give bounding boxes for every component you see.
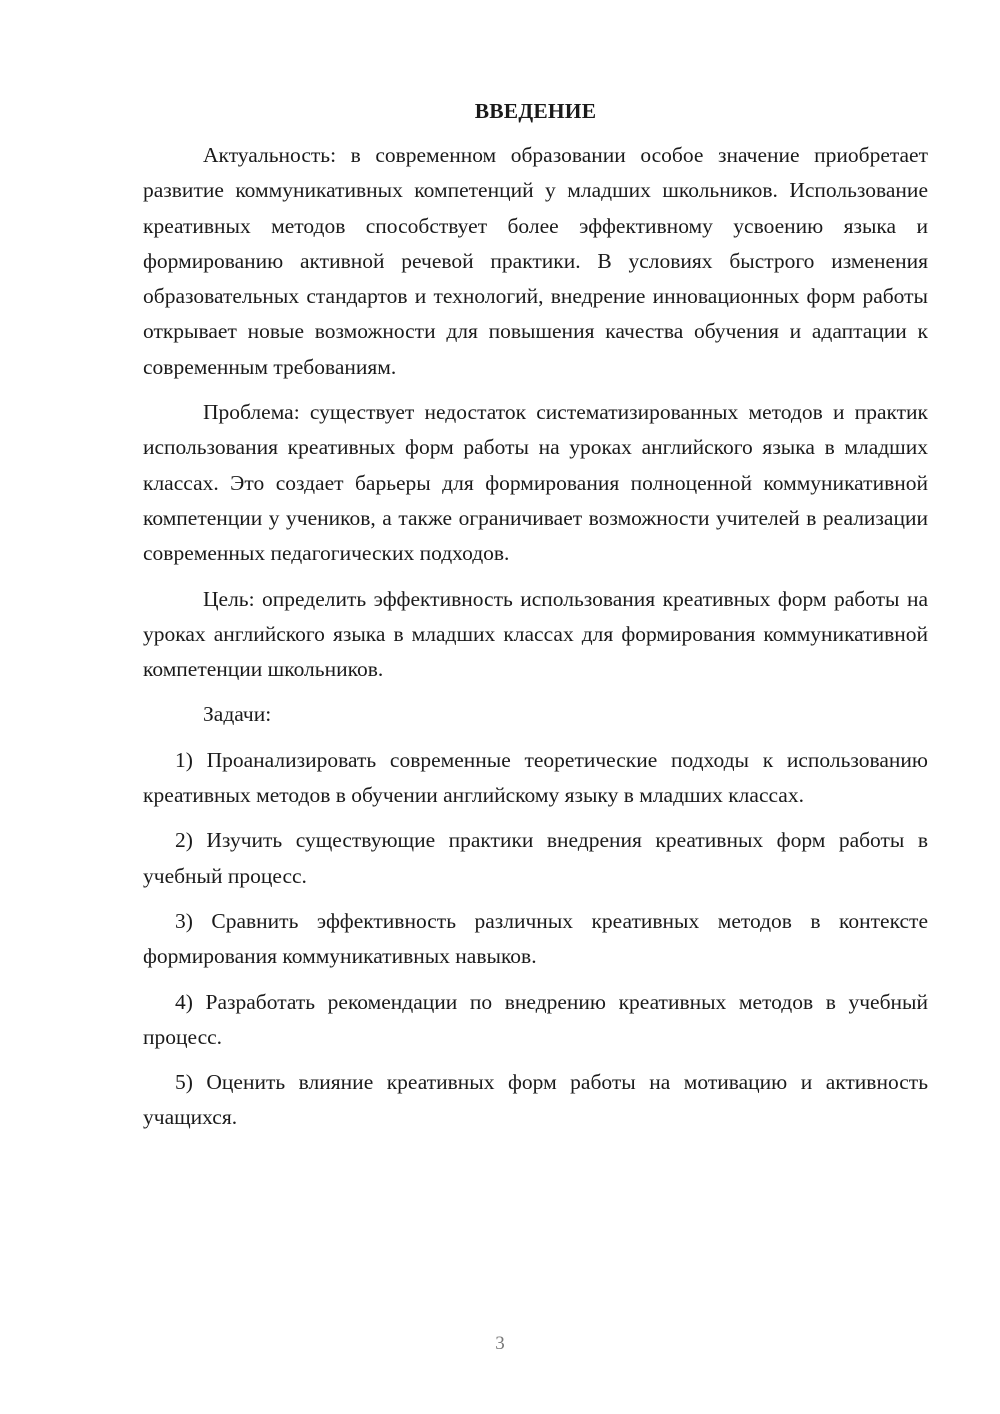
task-item-5: 5) Оценить влияние креативных форм работы на мотивацию и активность учащихся. [143, 1070, 928, 1130]
paragraph-goal: Цель: определить эффективность использования креативных форм работы на уроках английского языка в младших классах для формирования коммуникативной компетенции школьников. [143, 586, 928, 682]
section-heading: ВВЕДЕНИЕ [474, 99, 597, 123]
task-item-2: 2) Изучить существующие практики внедрения креативных форм работы в учебный процесс. [143, 828, 928, 888]
page-number: 3 [495, 1333, 505, 1354]
task-item-4: 4) Разработать рекомендации по внедрению креативных методов в учебный процесс. [143, 989, 928, 1049]
page-content [143, 96, 928, 1146]
tasks-label: Задачи: [203, 702, 272, 727]
task-item-1: 1) Проанализировать современные теоретические подходы к использованию креативных методов в обучении английскому языку в младших классах. [143, 747, 928, 808]
task-item-3: 3) Сравнить эффективность различных креативных методов в контексте формирования коммуникативных навыков. [143, 908, 928, 969]
paragraph-problem: Проблема: существует недостаток систематизированных методов и практик использования креативных форм работы на уроках английского языка в младших классах. Это создает барьеры для формирования полноценной коммуникативной компетенции у учеников, а также ограничивает возможности учителей в реализации современных педагогических подходов. [143, 400, 928, 566]
paragraph-relevance: Актуальность: в современном образовании особое значение приобретает развитие коммуникативных компетенций у младших школьников. Использование креативных методов способствует более эффективному усвоению языка и формированию активной речевой практики. В условиях быстрого изменения образовательных стандартов и технологий, внедрение инновационных форм работы открывает новые возможности для повышения качества обучения и адаптации к современным требованиям. [143, 143, 928, 379]
